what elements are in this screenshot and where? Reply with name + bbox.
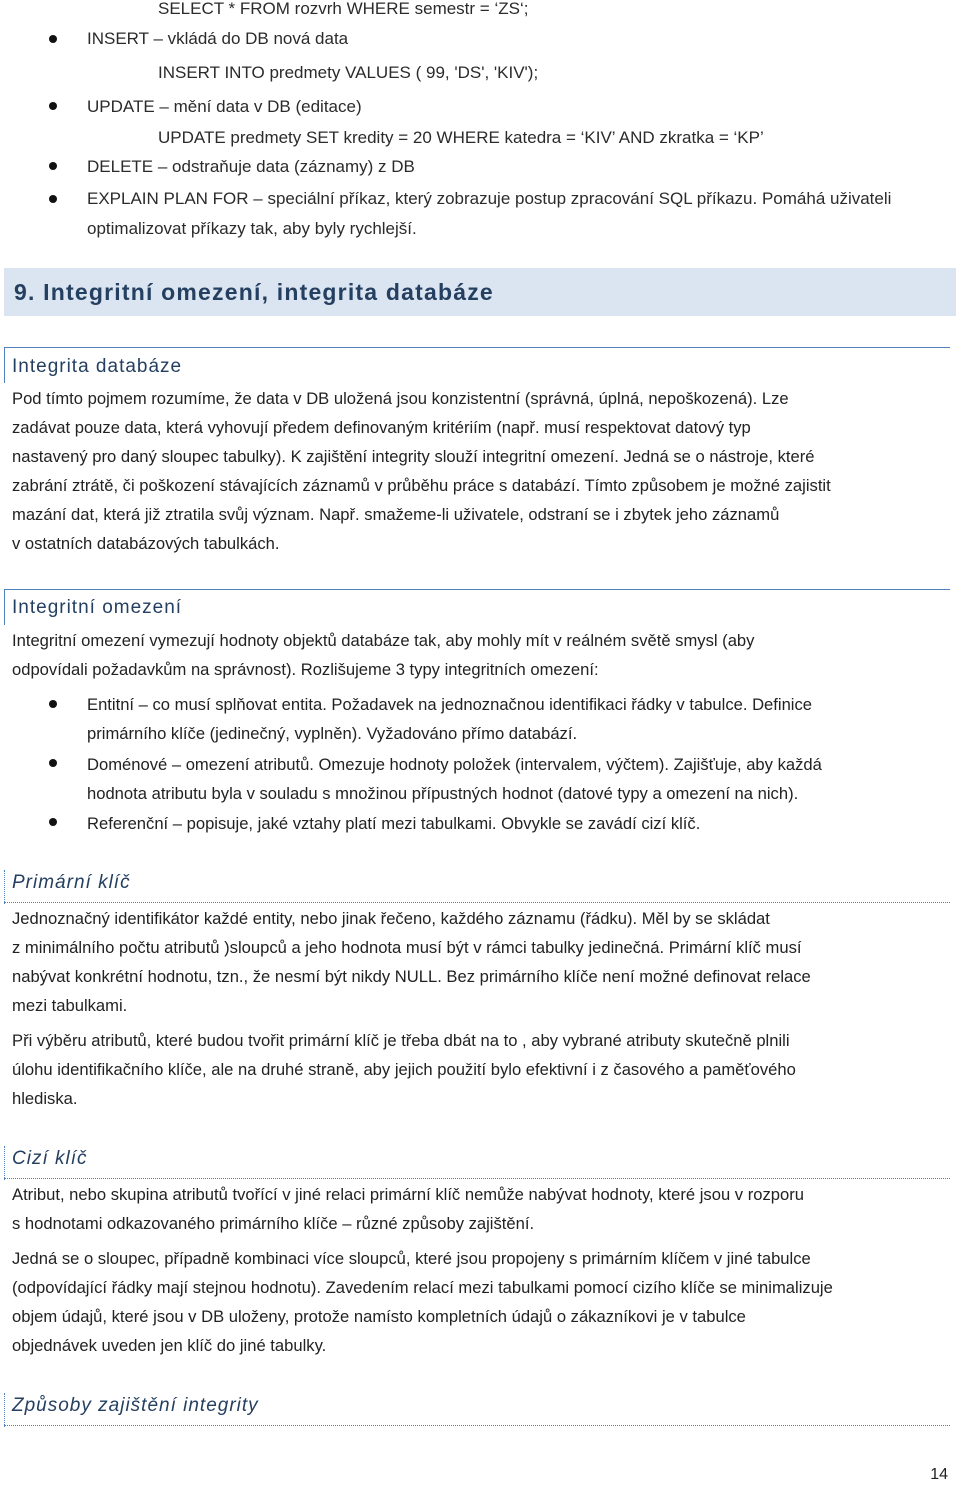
text-line: z minimálního počtu atributů )sloupců a jeho hodnota musí být v rámci tabulky jedinečná. Primární klíč musí (12, 938, 802, 957)
bullet-icon (49, 162, 57, 170)
text-line: Doménové – omezení atributů. Omezuje hodnoty položek (intervalem, výčtem). Zajišťuje, aby každá (87, 755, 822, 774)
sql-select-example: SELECT * FROM rozvrh WHERE semestr = ‘ZS‘; (158, 0, 529, 18)
heading-rule-vertical (4, 1146, 5, 1180)
text-line: v ostatních databázových tabulkách. (12, 534, 280, 553)
list-item-referencni (87, 809, 700, 838)
text-line: mazání dat, která již ztratila svůj význam. Např. smažeme-li uživatele, odstraní se i zbytek jeho záznamů (12, 505, 780, 524)
text-line: nastavený pro daný sloupec tabulky). K zajištění integrity slouží integritní omezení. Jedná se o nástroje, které (12, 447, 815, 466)
text-line: Integritní omezení vymezují hodnoty objektů databáze tak, aby mohly mít v reálném světě smysl (aby (12, 631, 755, 650)
text-line: objednávek uveden jen klíč do jiné tabulky. (12, 1336, 327, 1355)
text-line: (odpovídající řádky mají stejnou hodnotu). Zavedením relací mezi tabulkami pomocí cizího klíče se minimalizuje (12, 1278, 833, 1297)
list-item-delete: DELETE – odstraňuje data (záznamy) z DB (87, 157, 415, 176)
page-number: 14 (930, 1466, 948, 1483)
text-line: Jednoznačný identifikátor každé entity, nebo jinak řečeno, každého záznamu (řádku). Měl by se skládat (12, 909, 770, 928)
subheading-omezeni: Integritní omezení (12, 597, 183, 618)
bullet-icon (49, 818, 57, 826)
bullet-icon (49, 195, 57, 203)
list-item-explain: EXPLAIN PLAN FOR – speciální příkaz, který zobrazuje postup zpracování SQL příkazu. Pomáhá uživateli (87, 189, 892, 208)
sql-insert-example: INSERT INTO predmety VALUES ( 99, 'DS', 'KIV'); (158, 63, 539, 82)
text-line: Jedná se o sloupec, případně kombinaci více sloupců, které jsou propojeny s primárním klíčem v jiné tabulce (12, 1249, 811, 1268)
bullet-icon (49, 700, 57, 708)
paragraph-cizi-2 (12, 1244, 942, 1360)
paragraph-primarni-1 (12, 904, 942, 1020)
text-line: Entitní – co musí splňovat entita. Požadavek na jednoznačnou identifikaci řádky v tabulce. Definice (87, 695, 813, 714)
text-line: odpovídali požadavkům na správnost). Rozlišujeme 3 typy integritních omezení: (12, 660, 599, 679)
paragraph-cizi-1 (12, 1180, 942, 1238)
paragraph-integrita (12, 384, 942, 558)
heading-rule-vertical (4, 1393, 5, 1427)
text-line: úlohu identifikačního klíče, ale na druhé straně, aby jejich použití bylo efektivní i z časového a paměťového (12, 1060, 796, 1079)
text-line: nabývat konkrétní hodnotu, tzn., že nesmí být nikdy NULL. Bez primárního klíče není možné definovat relace (12, 967, 811, 986)
list-item-entitni (87, 690, 812, 748)
list-item-update: UPDATE – mění data v DB (editace) (87, 97, 362, 116)
text-line: zadávat pouze data, která vyhovují předem definovaným kritériím (např. musí respektovat datový typ (12, 418, 751, 437)
text-line: Atribut, nebo skupina atributů tvořící v jiné relaci primární klíč nemůže nabývat hodnoty, které jsou v rozporu (12, 1185, 804, 1204)
list-item-explain-cont: optimalizovat příkazy tak, aby byly rychlejší. (87, 219, 417, 238)
text-line: hodnota atributu byla v souladu s množinou přípustných hodnot (datové typy a omezení na nich). (87, 784, 799, 803)
sql-update-example: UPDATE predmety SET kredity = 20 WHERE katedra = ‘KIV’ AND zkratka = ‘KP’ (158, 128, 764, 147)
text-line: objem údajů, které jsou v DB uloženy, protože namísto kompletních údajů o zákazníkovi je v tabulce (12, 1307, 746, 1326)
text-line: hlediska. (12, 1089, 78, 1108)
heading-rule-vertical (4, 347, 5, 383)
paragraph-omezeni (12, 626, 942, 684)
subheading-primarni: Primární klíč (12, 872, 131, 893)
heading-rule-vertical (4, 870, 5, 904)
heading-rule (4, 347, 950, 348)
text-line: s hodnotami odkazovaného primárního klíče – různé způsoby zajištění. (12, 1214, 535, 1233)
list-item-domenove (87, 750, 822, 808)
heading-rule (4, 902, 950, 903)
list-item-insert: INSERT – vkládá do DB nová data (87, 29, 349, 48)
text-line: primárního klíče (jedinečný, vyplněn). Vyžadováno přímo databází. (87, 724, 578, 743)
bullet-icon (49, 102, 57, 110)
bullet-icon (49, 759, 57, 767)
subheading-integrita: Integrita databáze (12, 356, 183, 377)
text-line: zabrání ztrátě, či poškození stávajících záznamů v průběhu práce s databází. Tímto způsobem je možné zajistit (12, 476, 831, 495)
text-line: Referenční – popisuje, jaké vztahy platí mezi tabulkami. Obvykle se zavádí cizí klíč. (87, 814, 701, 833)
heading-rule (4, 589, 950, 590)
paragraph-primarni-2 (12, 1026, 942, 1113)
text-line: Pod tímto pojmem rozumíme, že data v DB uložená jsou konzistentní (správná, úplná, nepoškozená). Lze (12, 389, 789, 408)
subheading-zpusoby: Způsoby zajištění integrity (12, 1395, 259, 1416)
section-heading: 9. Integritní omezení, integrita databáze (14, 279, 494, 305)
heading-rule (4, 1178, 950, 1179)
subheading-cizi: Cizí klíč (12, 1148, 88, 1169)
heading-rule-vertical (4, 589, 5, 625)
text-line: Při výběru atributů, které budou tvořit primární klíč je třeba dbát na to , aby vybrané atributy skutečně plnili (12, 1031, 790, 1050)
bullet-icon (49, 35, 57, 43)
text-line: mezi tabulkami. (12, 996, 128, 1015)
heading-rule (4, 1425, 950, 1426)
